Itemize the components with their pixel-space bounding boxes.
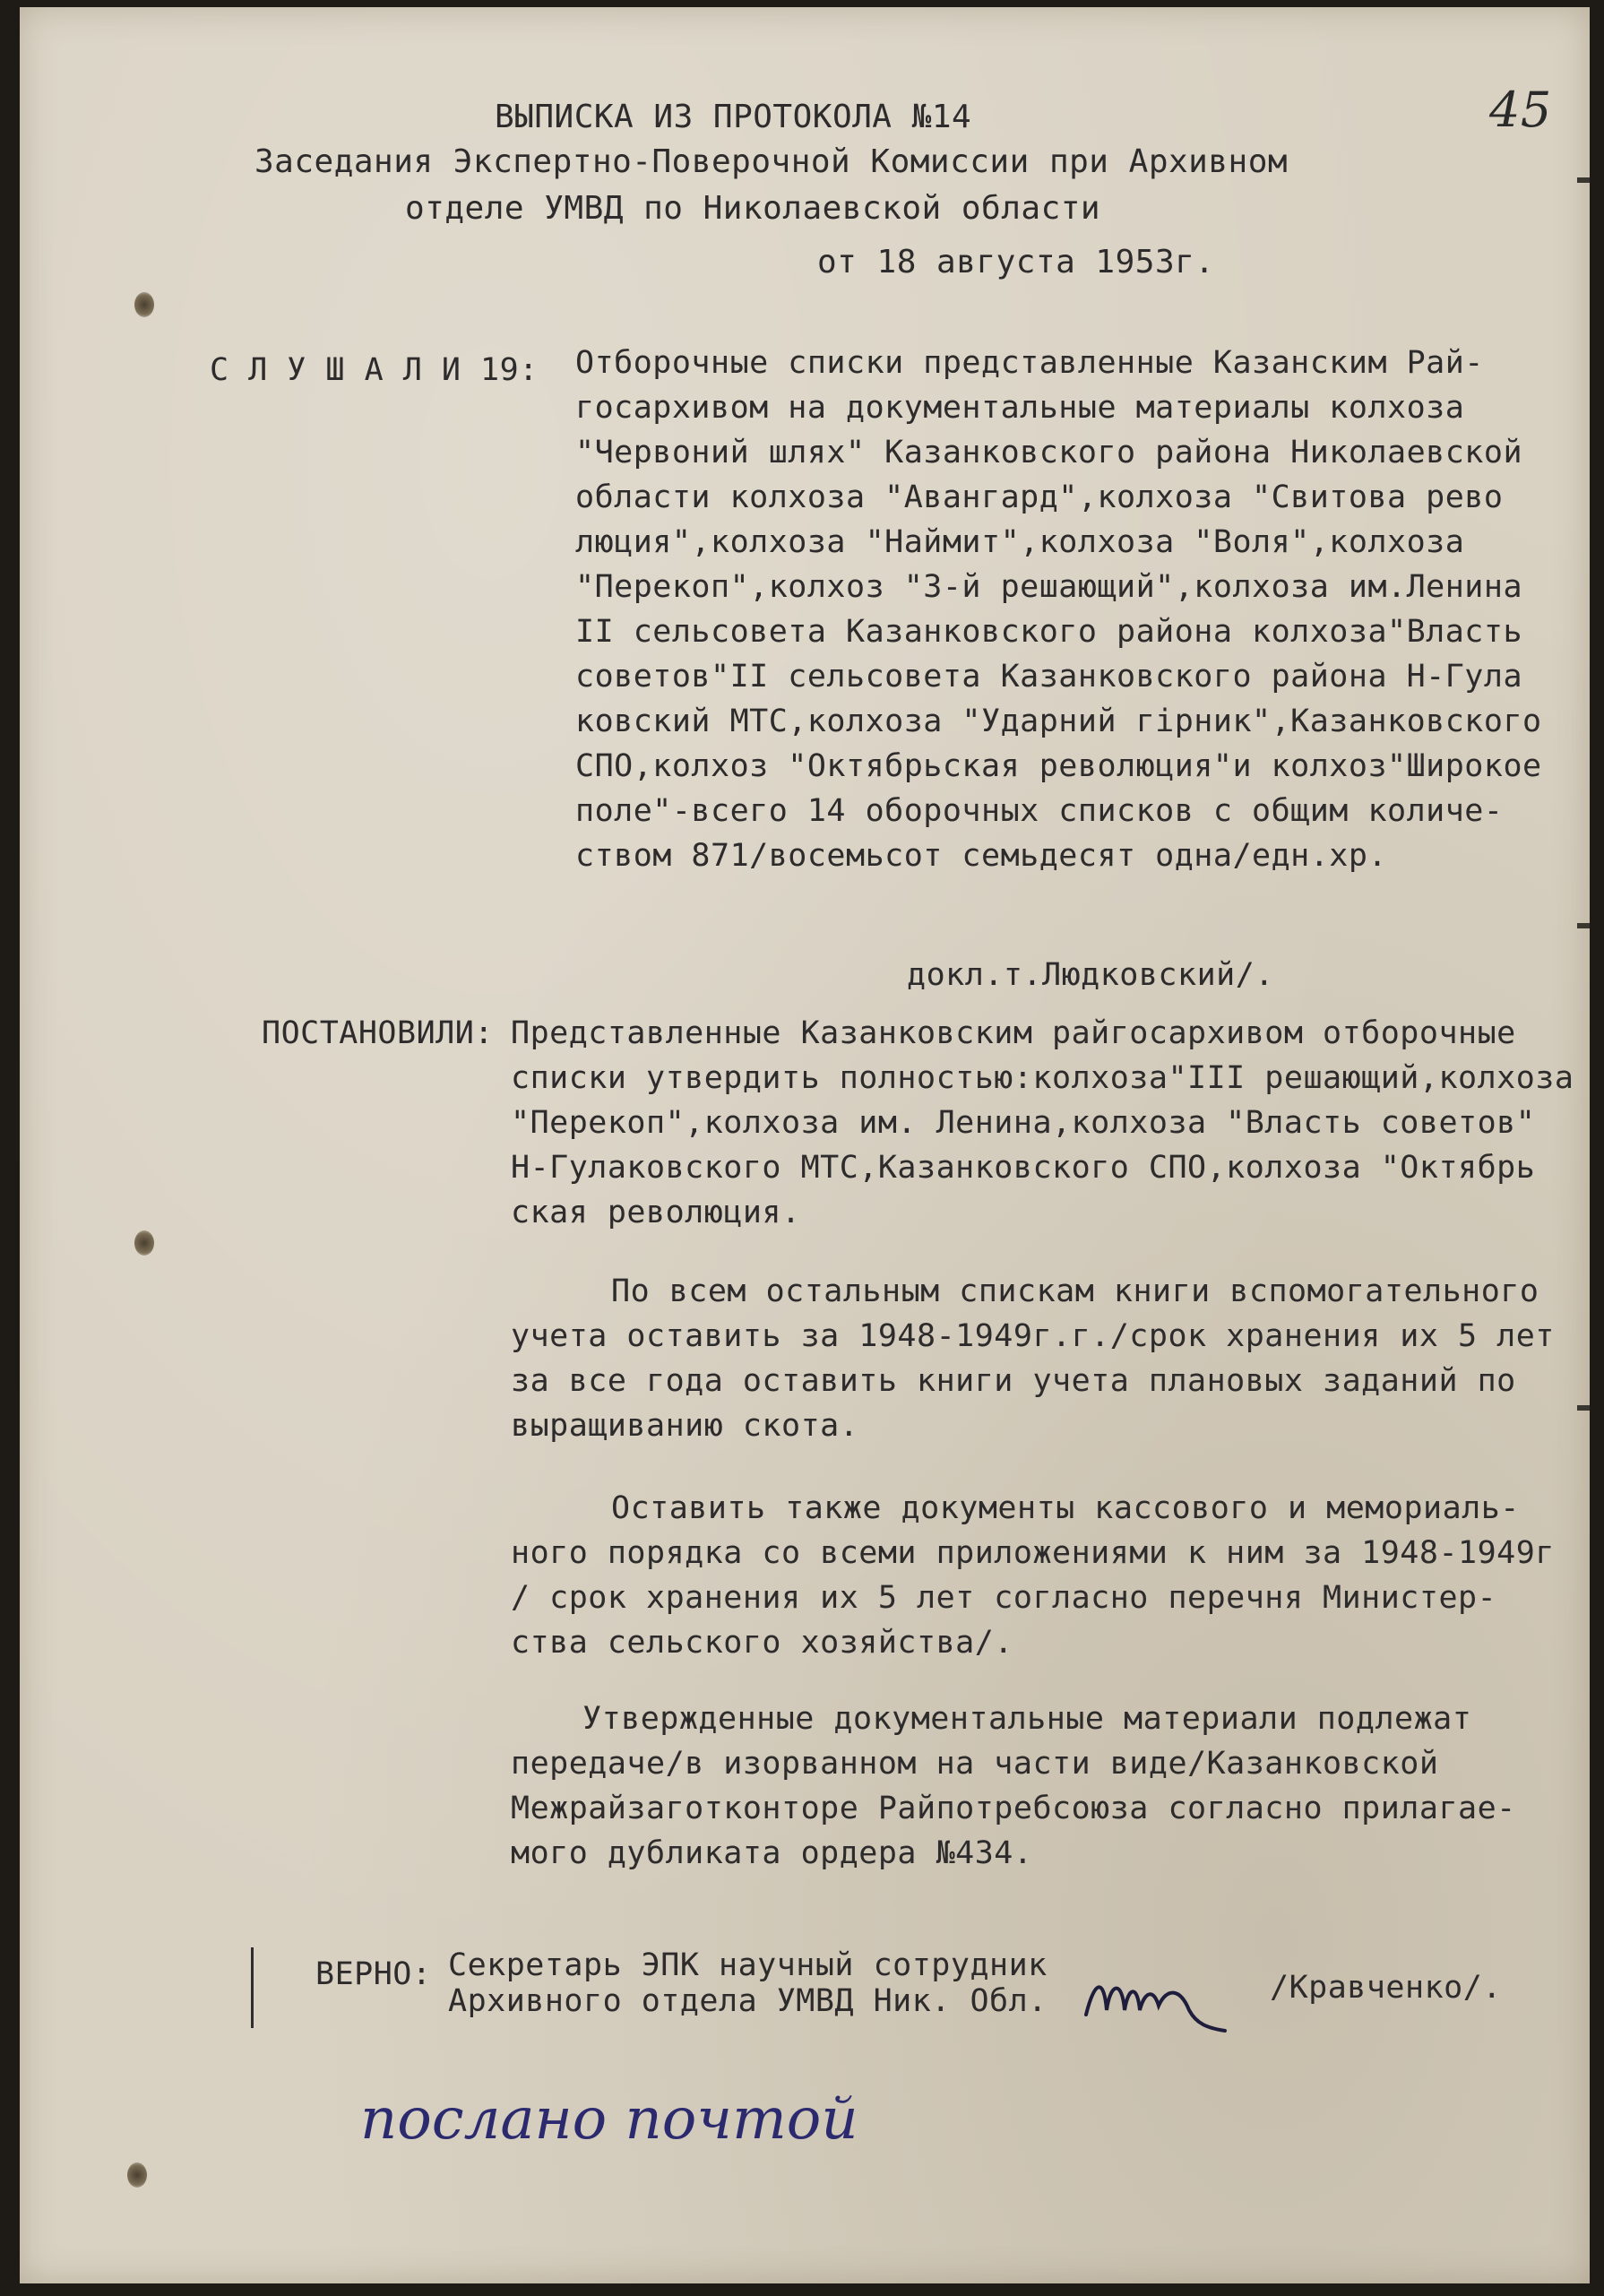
handwritten-note: послано почтой — [360, 2086, 858, 2153]
resolved-line: за все года оставить книги учета плановых заданий по — [511, 1363, 1516, 1399]
resolved-line: мого дубликата ордера №434. — [511, 1835, 1033, 1871]
signatory-name: /Кравченко/. — [1270, 1970, 1502, 2006]
resolved-line: списки утвердить полностью:колхоза"III решающий,колхоза — [511, 1060, 1574, 1096]
resolved-line: ного порядка со всеми приложениями к ним за 1948-1949г — [511, 1535, 1555, 1571]
resolved-line: Н-Гулаковского МТС,Казанковского СПО,колхоза "Октябрь — [511, 1150, 1536, 1186]
heard-line: области колхоза "Авангард",колхоза "Свитова рево — [575, 479, 1504, 515]
resolved-line: передаче/в изорванном на части виде/Казанковской — [511, 1746, 1439, 1782]
heard-line: поле"-всего 14 оборочных списков с общим количе- — [575, 793, 1504, 829]
heard-line: ковский МТС,колхоза "Ударний гірник",Казанковского — [575, 703, 1542, 739]
resolved-line: / срок хранения их 5 лет согласно перечня Министер- — [511, 1580, 1497, 1616]
heard-line: "Перекоп",колхоз "3-й решающий",колхоза им.Ленина — [575, 569, 1523, 605]
heard-line: Отборочные списки представленные Казанским Рай- — [575, 345, 1484, 381]
edge-mark — [1577, 923, 1590, 928]
heard-line: люция",колхоза "Наймит",колхоза "Воля",колхоза — [575, 524, 1465, 560]
binding-hole — [134, 292, 154, 317]
signatory-line: Архивного отдела УМВД Ник. Обл. — [448, 1983, 1048, 2019]
heard-line: II сельсовета Казанковского района колхоза"Власть — [575, 614, 1523, 650]
resolved-line: Оставить также документы кассового и мемориаль- — [611, 1490, 1520, 1526]
binding-hole — [127, 2162, 147, 2188]
resolved-para-1 — [511, 1011, 1516, 1056]
meeting-date: от 18 августа 1953г. — [817, 244, 1215, 281]
signatory-line: Секретарь ЭПК научный сотрудник — [448, 1947, 1048, 1983]
document-page — [20, 7, 1590, 2283]
resolved-para-2 — [511, 1269, 1555, 1448]
heard-label: С Л У Ш А Л И 19: — [210, 352, 539, 388]
certified-label: ВЕРНО: — [315, 1956, 432, 1992]
resolved-label: ПОСТАНОВИЛИ: — [262, 1015, 494, 1051]
edge-mark — [1577, 1405, 1590, 1411]
page-number: 45 — [1489, 82, 1552, 138]
signature-scribble — [1082, 1961, 1234, 2041]
resolved-line: Утвержденные документальные материали подлежат — [582, 1701, 1472, 1737]
resolved-line: "Перекоп",колхоза им. Ленина,колхоза "Власть советов" — [511, 1105, 1536, 1141]
binding-hole — [134, 1230, 154, 1256]
resolved-line: Представленные Казанковским райгосархивом отборочные — [511, 1015, 1516, 1051]
margin-mark — [251, 1947, 254, 2028]
signatory-title — [448, 1947, 1048, 2019]
resolved-line: выращиванию скота. — [511, 1408, 859, 1444]
title-subline-2: отделе УМВД по Николаевской области — [405, 190, 1101, 227]
title-subline-1: Заседания Экспертно-Поверочной Комиссии при Архивном — [254, 143, 1289, 180]
heard-text — [575, 341, 1542, 878]
resolved-para-4 — [511, 1696, 1516, 1876]
edge-mark — [1577, 177, 1590, 183]
heard-line: госархивом на документальные материалы колхоза — [575, 390, 1465, 426]
resolved-line: учета оставить за 1948-1949г.г./срок хранения их 5 лет — [511, 1318, 1555, 1354]
resolved-para-3 — [511, 1486, 1555, 1665]
resolved-line: По всем остальным спискам книги вспомогательного — [611, 1273, 1539, 1309]
resolved-line: ства сельского хозяйства/. — [511, 1625, 1013, 1661]
heard-line: СПО,колхоз "Октябрьская революция"и колхоз"Широкое — [575, 748, 1542, 784]
resolved-line: ская революция. — [511, 1195, 801, 1230]
resolved-para-1-cont — [511, 1056, 1574, 1235]
heard-line: ством 871/восемьсот семьдесят одна/едн.хр. — [575, 838, 1388, 874]
reporter-line: докл.т.Людковский/. — [907, 957, 1274, 993]
resolved-line: Межрайзаготконторе Райпотребсоюза согласно прилагае- — [511, 1791, 1516, 1826]
heard-line: советов"II сельсовета Казанковского района Н-Гула — [575, 659, 1523, 695]
heard-line: "Червоний шлях" Казанковского района Николаевской — [575, 435, 1523, 470]
document-title: ВЫПИСКА ИЗ ПРОТОКОЛА №14 — [495, 99, 972, 135]
